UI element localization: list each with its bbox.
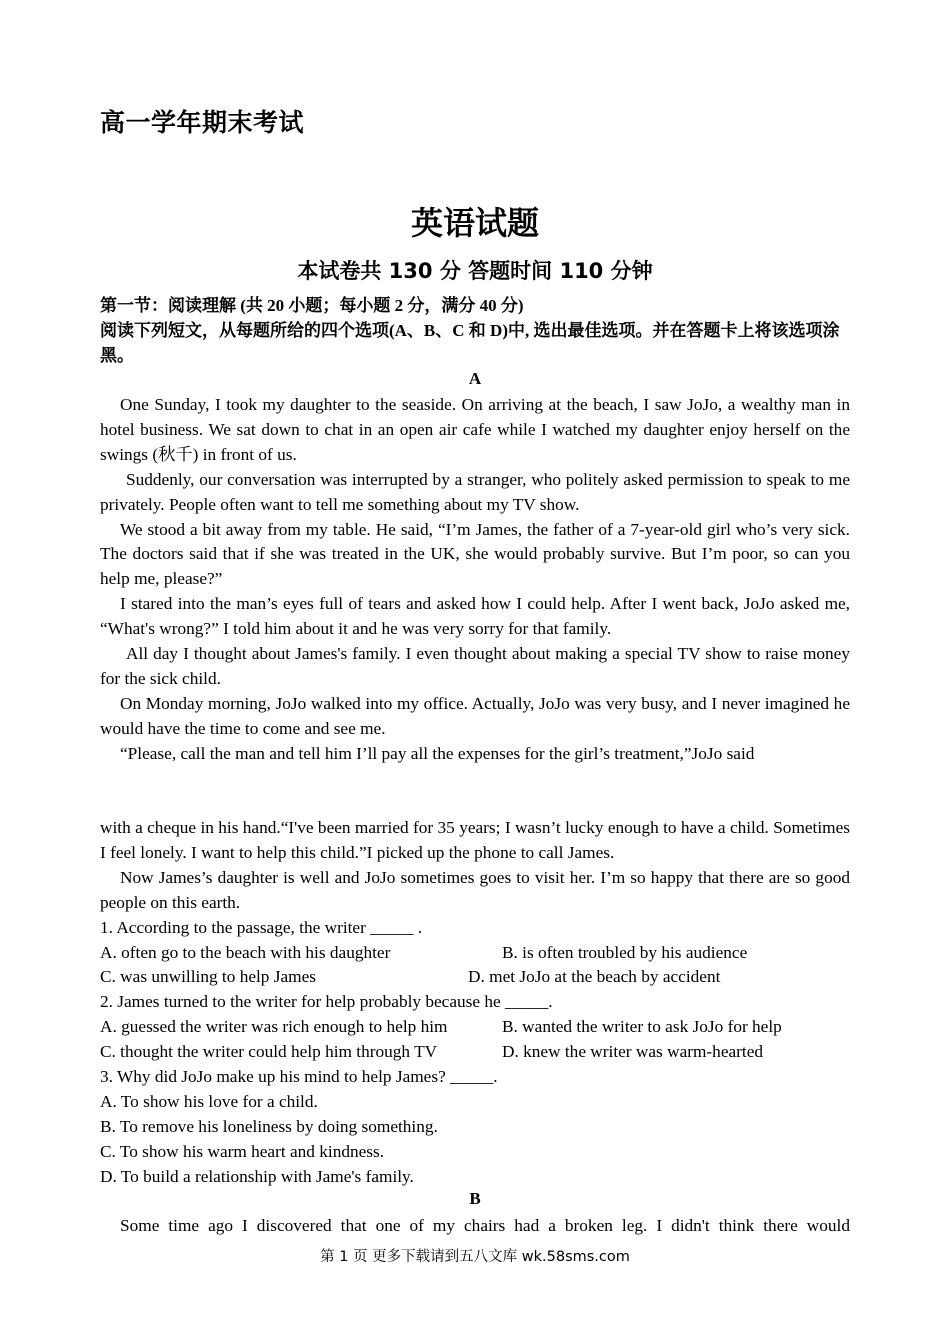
question-1-option-d: D. met JoJo at the beach by accident — [468, 967, 721, 987]
passage-a-paragraph: with a cheque in his hand.“I've been married for 35 years; I wasn’t lucky enough to have a child. Sometimes I feel lonely. I want to help this child.”I picked up the phone to call James. — [100, 818, 850, 862]
question-2-option-a: A. guessed the writer was rich enough to help him — [100, 1017, 448, 1037]
exam-label: 高一学年期末考试 — [100, 108, 305, 137]
passage-a-paragraph: On Monday morning, JoJo walked into my office. Actually, JoJo was very busy, and I never imagined he would have the time to come and see me. — [100, 693, 850, 738]
question-3-option-a: A. To show his love for a child. — [100, 1091, 318, 1111]
question-2-option-d: D. knew the writer was warm-hearted — [502, 1042, 764, 1062]
passage-a-continued — [100, 816, 850, 1190]
question-1-option-a: A. often go to the beach with his daughter — [100, 942, 391, 962]
question-3-option-c: C. To show his warm heart and kindness. — [100, 1141, 385, 1161]
question-2-options-row-1 — [100, 1015, 850, 1040]
passage-a-body — [100, 393, 850, 767]
passage-b-paragraph: Some time ago I discovered that one of my chairs had a broken leg. I didn't think there would — [120, 1216, 850, 1235]
question-1-stem: 1. According to the passage, the writer _____ . — [100, 917, 423, 937]
passage-a-paragraph: I stared into the man’s eyes full of tears and asked how I could help. After I went back, JoJo asked me, “What's wrong?” I told him about it and he was very sorry for that family. — [100, 594, 850, 639]
question-1-option-c: C. was unwilling to help James — [100, 967, 316, 987]
page-footer: 第 1 页 更多下载请到五八文库 wk.58sms.com — [320, 1249, 630, 1265]
passage-b-body — [100, 1214, 850, 1239]
question-2-stem: 2. James turned to the writer for help probably because he _____. — [100, 992, 553, 1012]
question-1-options-row-2 — [100, 965, 850, 990]
passage-a-title: A — [468, 369, 482, 388]
passage-a-paragraph: One Sunday, I took my daughter to the seaside. On arriving at the beach, I saw JoJo, a wealthy man in hotel business. We sat down to chat in an open air cafe while I watched my daughter enjoy herself on the swings (秋千) in front of us. — [100, 395, 850, 464]
passage-a-paragraph: “Please, call the man and tell him I’ll pay all the expenses for the girl’s treatment,”JoJo said — [120, 743, 755, 763]
question-2-options-row-2 — [100, 1040, 850, 1065]
section-heading: 第一节：阅读理解 (共 20 小题；每小题 2 分，满分 40 分) — [100, 296, 524, 315]
passage-a-paragraph: We stood a bit away from my table. He said, “I’m James, the father of a 7-year-old girl who’s very sick. The doctors said that if she was treated in the UK, she would probably survive. But I’m poor, so can you help me, please?” — [100, 519, 850, 589]
passage-a-paragraph: Suddenly, our conversation was interrupted by a stranger, who politely asked permission to speak to me privately. People often want to tell me something about my TV show. — [100, 469, 850, 514]
question-3-option-b: B. To remove his loneliness by doing something. — [100, 1116, 438, 1136]
passage-a-paragraph: Now James’s daughter is well and JoJo sometimes goes to visit her. I’m so happy that there are so good people on this earth. — [100, 867, 850, 912]
question-1-option-b: B. is often troubled by his audience — [502, 942, 748, 962]
passage-a-paragraph: All day I thought about James's family. I even thought about making a special TV show to raise money for the sick child. — [100, 644, 850, 688]
exam-info-subtitle: 本试卷共 130 分 答题时间 110 分钟 — [297, 259, 653, 283]
question-3-option-d: D. To build a relationship with Jame's family. — [100, 1166, 414, 1186]
section-instruction: 阅读下列短文，从每题所给的四个选项(A、B、C 和 D)中, 选出最佳选项。并在答题卡上将该选项涂黑。 — [100, 321, 840, 365]
document-title: 英语试题 — [410, 204, 539, 242]
question-2-option-c: C. thought the writer could help him through TV — [100, 1042, 438, 1062]
passage-b-title: B — [469, 1189, 481, 1208]
question-2-option-b: B. wanted the writer to ask JoJo for help — [502, 1017, 782, 1037]
question-3-stem: 3. Why did JoJo make up his mind to help James? _____. — [100, 1067, 498, 1087]
question-1-options-row-1 — [100, 941, 850, 966]
